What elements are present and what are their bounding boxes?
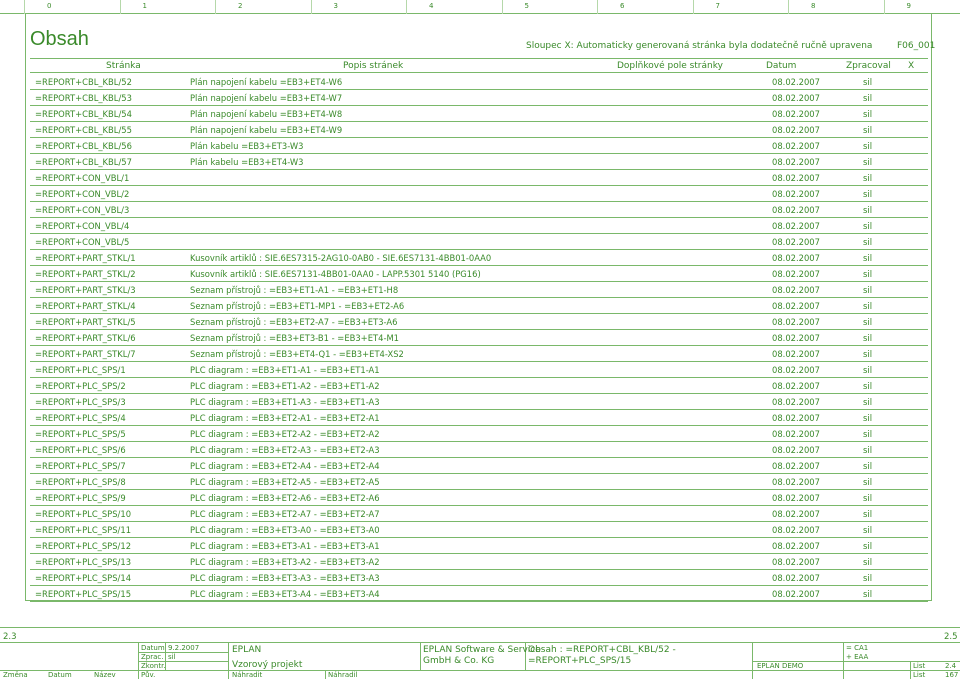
- row-page: =REPORT+CBL_KBL/56: [35, 141, 132, 151]
- row-editor: sil: [863, 573, 873, 583]
- document-id: F06_001: [897, 41, 936, 51]
- row-description: PLC diagram : =EB3+ET2-A5 - =EB3+ET2-A5: [190, 477, 380, 487]
- table-row: [30, 138, 928, 154]
- row-date: 08.02.2007: [772, 445, 820, 455]
- table-row: [30, 298, 928, 314]
- page-title: Obsah: [30, 28, 89, 50]
- table-row: [30, 490, 928, 506]
- ruler-tick: [406, 0, 407, 14]
- table-row: [30, 250, 928, 266]
- row-page: =REPORT+CBL_KBL/55: [35, 125, 132, 135]
- original-label: Pův.: [141, 671, 156, 679]
- row-page: =REPORT+PLC_SPS/8: [35, 477, 126, 487]
- row-description: PLC diagram : =EB3+ET2-A4 - =EB3+ET2-A4: [190, 461, 380, 471]
- header-editor: Zpracoval: [846, 61, 891, 71]
- ruler-number: 1: [142, 2, 147, 10]
- list-label: List: [913, 662, 926, 670]
- row-page: =REPORT+PLC_SPS/9: [35, 493, 126, 503]
- software-company-2: GmbH & Co. KG: [423, 656, 495, 666]
- row-page: =REPORT+PLC_SPS/15: [35, 589, 132, 599]
- row-date: 08.02.2007: [772, 269, 820, 279]
- row-date: 08.02.2007: [772, 221, 820, 231]
- row-page: =REPORT+PLC_SPS/10: [35, 509, 132, 519]
- row-description: PLC diagram : =EB3+ET1-A1 - =EB3+ET1-A1: [190, 365, 380, 375]
- row-date: 08.02.2007: [772, 205, 820, 215]
- row-page: =REPORT+PART_STKL/1: [35, 253, 136, 263]
- row-date: 08.02.2007: [772, 301, 820, 311]
- change-date-label: Datum: [48, 671, 72, 679]
- row-page: =REPORT+PLC_SPS/7: [35, 461, 126, 471]
- row-description: Seznam přístrojů : =EB3+ET4-Q1 - =EB3+ET4-XS2: [190, 349, 404, 359]
- table-row: [30, 426, 928, 442]
- row-page: =REPORT+PART_STKL/7: [35, 349, 136, 359]
- row-date: 08.02.2007: [772, 509, 820, 519]
- document-title: Obsah : =REPORT+CBL_KBL/52 -: [528, 645, 676, 655]
- row-date: 08.02.2007: [772, 573, 820, 583]
- row-date: 08.02.2007: [772, 477, 820, 487]
- row-description: PLC diagram : =EB3+ET2-A3 - =EB3+ET2-A3: [190, 445, 380, 455]
- row-editor: sil: [863, 157, 873, 167]
- row-description: PLC diagram : =EB3+ET2-A7 - =EB3+ET2-A7: [190, 509, 380, 519]
- row-page: =REPORT+PART_STKL/6: [35, 333, 136, 343]
- row-date: 08.02.2007: [772, 125, 820, 135]
- row-date: 08.02.2007: [772, 589, 820, 599]
- row-date: 08.02.2007: [772, 525, 820, 535]
- row-date: 08.02.2007: [772, 237, 820, 247]
- row-page: =REPORT+PART_STKL/3: [35, 285, 136, 295]
- row-editor: sil: [863, 381, 873, 391]
- row-description: Kusovník artiklů : SIE.6ES7131-4BB01-0AA0 - LAPP.5301 5140 (PG16): [190, 269, 481, 279]
- row-date: 08.02.2007: [772, 429, 820, 439]
- table-row: [30, 282, 928, 298]
- row-page: =REPORT+PART_STKL/5: [35, 317, 136, 327]
- row-editor: sil: [863, 189, 873, 199]
- row-page: =REPORT+PLC_SPS/11: [35, 525, 132, 535]
- row-editor: sil: [863, 205, 873, 215]
- ruler-number: 0: [47, 2, 52, 10]
- row-editor: sil: [863, 221, 873, 231]
- ruler-tick: [788, 0, 789, 14]
- ruler-number: 5: [524, 2, 529, 10]
- ruler-number: 4: [429, 2, 434, 10]
- table-row: [30, 106, 928, 122]
- header-page: Stránka: [106, 61, 141, 71]
- table-row: [30, 202, 928, 218]
- table-row: [30, 90, 928, 106]
- row-page: =REPORT+PLC_SPS/5: [35, 429, 126, 439]
- row-date: 08.02.2007: [772, 557, 820, 567]
- table-row: [30, 570, 928, 586]
- row-page: =REPORT+PART_STKL/2: [35, 269, 136, 279]
- demo-label: EPLAN DEMO: [757, 662, 804, 670]
- row-editor: sil: [863, 509, 873, 519]
- column-ruler: [0, 0, 960, 14]
- row-description: Plán napojení kabelu =EB3+ET4-W9: [190, 125, 343, 135]
- row-date: 08.02.2007: [772, 109, 820, 119]
- row-date: 08.02.2007: [772, 253, 820, 263]
- row-editor: sil: [863, 301, 873, 311]
- row-editor: sil: [863, 253, 873, 263]
- row-description: PLC diagram : =EB3+ET1-A2 - =EB3+ET1-A2: [190, 381, 380, 391]
- company-name: EPLAN: [232, 645, 262, 655]
- table-row: [30, 314, 928, 330]
- row-date: 08.02.2007: [772, 413, 820, 423]
- zkontr-label: Zkontr.: [141, 662, 166, 670]
- ruler-number: 7: [715, 2, 720, 10]
- row-description: Plán napojení kabelu =EB3+ET4-W6: [190, 77, 343, 87]
- template-name: Vzorový projekt: [232, 660, 303, 670]
- row-editor: sil: [863, 445, 873, 455]
- location-code: + EAA: [846, 653, 869, 661]
- table-row: [30, 362, 928, 378]
- row-editor: sil: [863, 397, 873, 407]
- ruler-tick: [502, 0, 503, 14]
- table-row: [30, 394, 928, 410]
- row-page: =REPORT+CBL_KBL/57: [35, 157, 132, 167]
- row-description: PLC diagram : =EB3+ET3-A4 - =EB3+ET3-A4: [190, 589, 380, 599]
- ruler-tick: [884, 0, 885, 14]
- row-description: Seznam přístrojů : =EB3+ET2-A7 - =EB3+ET3-A6: [190, 317, 398, 327]
- row-editor: sil: [863, 589, 873, 599]
- ruler-tick: [120, 0, 121, 14]
- row-editor: sil: [863, 429, 873, 439]
- row-description: PLC diagram : =EB3+ET2-A6 - =EB3+ET2-A6: [190, 493, 380, 503]
- row-page: =REPORT+PLC_SPS/14: [35, 573, 132, 583]
- row-page: =REPORT+CBL_KBL/53: [35, 93, 132, 103]
- header-x: X: [908, 61, 915, 71]
- row-date: 08.02.2007: [772, 285, 820, 295]
- row-editor: sil: [863, 413, 873, 423]
- ruler-number: 3: [333, 2, 338, 10]
- ruler-tick: [215, 0, 216, 14]
- row-description: Seznam přístrojů : =EB3+ET1-A1 - =EB3+ET1-H8: [190, 285, 399, 295]
- row-page: =REPORT+PLC_SPS/2: [35, 381, 126, 391]
- ruler-tick: [311, 0, 312, 14]
- table-row: [30, 122, 928, 138]
- row-description: Plán kabelu =EB3+ET3-W3: [190, 141, 304, 151]
- header-date: Datum: [766, 61, 797, 71]
- row-description: PLC diagram : =EB3+ET3-A2 - =EB3+ET3-A2: [190, 557, 380, 567]
- replaced-label: Náhradil: [328, 671, 358, 679]
- table-row: [30, 218, 928, 234]
- table-row: [30, 346, 928, 362]
- ruler-tick: [693, 0, 694, 14]
- ruler-number: 6: [620, 2, 625, 10]
- contents-table: [30, 74, 928, 602]
- row-page: =REPORT+PLC_SPS/13: [35, 557, 132, 567]
- list-total: 167: [945, 671, 959, 679]
- row-description: PLC diagram : =EB3+ET3-A3 - =EB3+ET3-A3: [190, 573, 380, 583]
- row-description: Seznam přístrojů : =EB3+ET3-B1 - =EB3+ET4-M1: [190, 333, 400, 343]
- row-page: =REPORT+PLC_SPS/12: [35, 541, 132, 551]
- row-description: PLC diagram : =EB3+ET3-A1 - =EB3+ET3-A1: [190, 541, 380, 551]
- row-editor: sil: [863, 557, 873, 567]
- row-editor: sil: [863, 525, 873, 535]
- row-editor: sil: [863, 333, 873, 343]
- row-date: 08.02.2007: [772, 333, 820, 343]
- row-date: 08.02.2007: [772, 317, 820, 327]
- table-row: [30, 442, 928, 458]
- row-page: =REPORT+CON_VBL/4: [35, 221, 130, 231]
- row-description: Kusovník artiklů : SIE.6ES7315-2AG10-0AB0 - SIE.6ES7131-4BB01-0AA0: [190, 253, 492, 263]
- row-date: 08.02.2007: [772, 493, 820, 503]
- prev-page: 2.3: [3, 632, 17, 642]
- row-editor: sil: [863, 365, 873, 375]
- page-subtitle: Sloupec X: Automaticky generovaná stránka byla dodatečně ručně upravena: [526, 41, 873, 51]
- row-date: 08.02.2007: [772, 173, 820, 183]
- replace-label: Náhradit: [232, 671, 263, 679]
- row-page: =REPORT+CON_VBL/2: [35, 189, 130, 199]
- zprac-label: Zprac.: [141, 653, 164, 661]
- row-description: PLC diagram : =EB3+ET1-A3 - =EB3+ET1-A3: [190, 397, 380, 407]
- row-editor: sil: [863, 317, 873, 327]
- change-label: Změna: [3, 671, 28, 679]
- row-page: =REPORT+CBL_KBL/52: [35, 77, 132, 87]
- ruler-tick: [24, 0, 25, 14]
- row-page: =REPORT+PART_STKL/4: [35, 301, 136, 311]
- ruler-number: 9: [906, 2, 911, 10]
- row-editor: sil: [863, 93, 873, 103]
- row-page: =REPORT+PLC_SPS/3: [35, 397, 126, 407]
- ruler-tick: [597, 0, 598, 14]
- table-row: [30, 154, 928, 170]
- row-date: 08.02.2007: [772, 381, 820, 391]
- row-date: 08.02.2007: [772, 157, 820, 167]
- table-row: [30, 538, 928, 554]
- row-description: PLC diagram : =EB3+ET2-A1 - =EB3+ET2-A1: [190, 413, 380, 423]
- table-row: [30, 522, 928, 538]
- row-page: =REPORT+PLC_SPS/4: [35, 413, 126, 423]
- list-label-2: List: [913, 671, 926, 679]
- row-page: =REPORT+CBL_KBL/54: [35, 109, 132, 119]
- row-page: =REPORT+CON_VBL/1: [35, 173, 130, 183]
- row-date: 08.02.2007: [772, 349, 820, 359]
- table-row: [30, 554, 928, 570]
- next-page: 2.5: [944, 632, 958, 642]
- row-date: 08.02.2007: [772, 365, 820, 375]
- row-editor: sil: [863, 237, 873, 247]
- row-date: 08.02.2007: [772, 77, 820, 87]
- row-editor: sil: [863, 173, 873, 183]
- row-editor: sil: [863, 141, 873, 151]
- header-description: Popis stránek: [343, 61, 404, 71]
- row-description: Plán napojení kabelu =EB3+ET4-W8: [190, 109, 343, 119]
- row-editor: sil: [863, 541, 873, 551]
- row-editor: sil: [863, 109, 873, 119]
- table-row: [30, 506, 928, 522]
- row-date: 08.02.2007: [772, 141, 820, 151]
- table-row: [30, 74, 928, 90]
- row-date: 08.02.2007: [772, 461, 820, 471]
- ruler-number: 2: [238, 2, 243, 10]
- table-row: [30, 186, 928, 202]
- row-editor: sil: [863, 285, 873, 295]
- row-editor: sil: [863, 493, 873, 503]
- row-description: Seznam přístrojů : =EB3+ET1-MP1 - =EB3+ET2-A6: [190, 301, 405, 311]
- software-company: EPLAN Software & Service: [423, 645, 541, 655]
- document-title-2: =REPORT+PLC_SPS/15: [528, 656, 632, 666]
- table-row: [30, 410, 928, 426]
- row-date: 08.02.2007: [772, 189, 820, 199]
- datum-label: Datum: [141, 644, 165, 652]
- row-page: =REPORT+PLC_SPS/1: [35, 365, 126, 375]
- header-extra: Doplňkové pole stránky: [617, 61, 723, 71]
- change-name-label: Název: [94, 671, 116, 679]
- table-row: [30, 266, 928, 282]
- table-row: [30, 378, 928, 394]
- row-description: Plán kabelu =EB3+ET4-W3: [190, 157, 304, 167]
- row-description: Plán napojení kabelu =EB3+ET4-W7: [190, 93, 343, 103]
- title-block: [0, 627, 960, 679]
- row-editor: sil: [863, 77, 873, 87]
- table-header: [30, 58, 928, 73]
- row-date: 08.02.2007: [772, 541, 820, 551]
- table-row: [30, 234, 928, 250]
- ruler-number: 8: [811, 2, 816, 10]
- row-date: 08.02.2007: [772, 93, 820, 103]
- table-row: [30, 170, 928, 186]
- installation-code: = CA1: [846, 644, 869, 652]
- row-description: PLC diagram : =EB3+ET2-A2 - =EB3+ET2-A2: [190, 429, 380, 439]
- row-editor: sil: [863, 477, 873, 487]
- table-row: [30, 330, 928, 346]
- row-editor: sil: [863, 269, 873, 279]
- table-row: [30, 586, 928, 602]
- row-page: =REPORT+PLC_SPS/6: [35, 445, 126, 455]
- table-row: [30, 458, 928, 474]
- row-editor: sil: [863, 125, 873, 135]
- row-description: PLC diagram : =EB3+ET3-A0 - =EB3+ET3-A0: [190, 525, 380, 535]
- row-editor: sil: [863, 349, 873, 359]
- table-row: [30, 474, 928, 490]
- row-editor: sil: [863, 461, 873, 471]
- datum-value: 9.2.2007: [168, 644, 200, 652]
- row-date: 08.02.2007: [772, 397, 820, 407]
- list-value: 2.4: [945, 662, 957, 670]
- row-page: =REPORT+CON_VBL/5: [35, 237, 130, 247]
- zprac-value: sil: [168, 653, 176, 661]
- row-page: =REPORT+CON_VBL/3: [35, 205, 130, 215]
